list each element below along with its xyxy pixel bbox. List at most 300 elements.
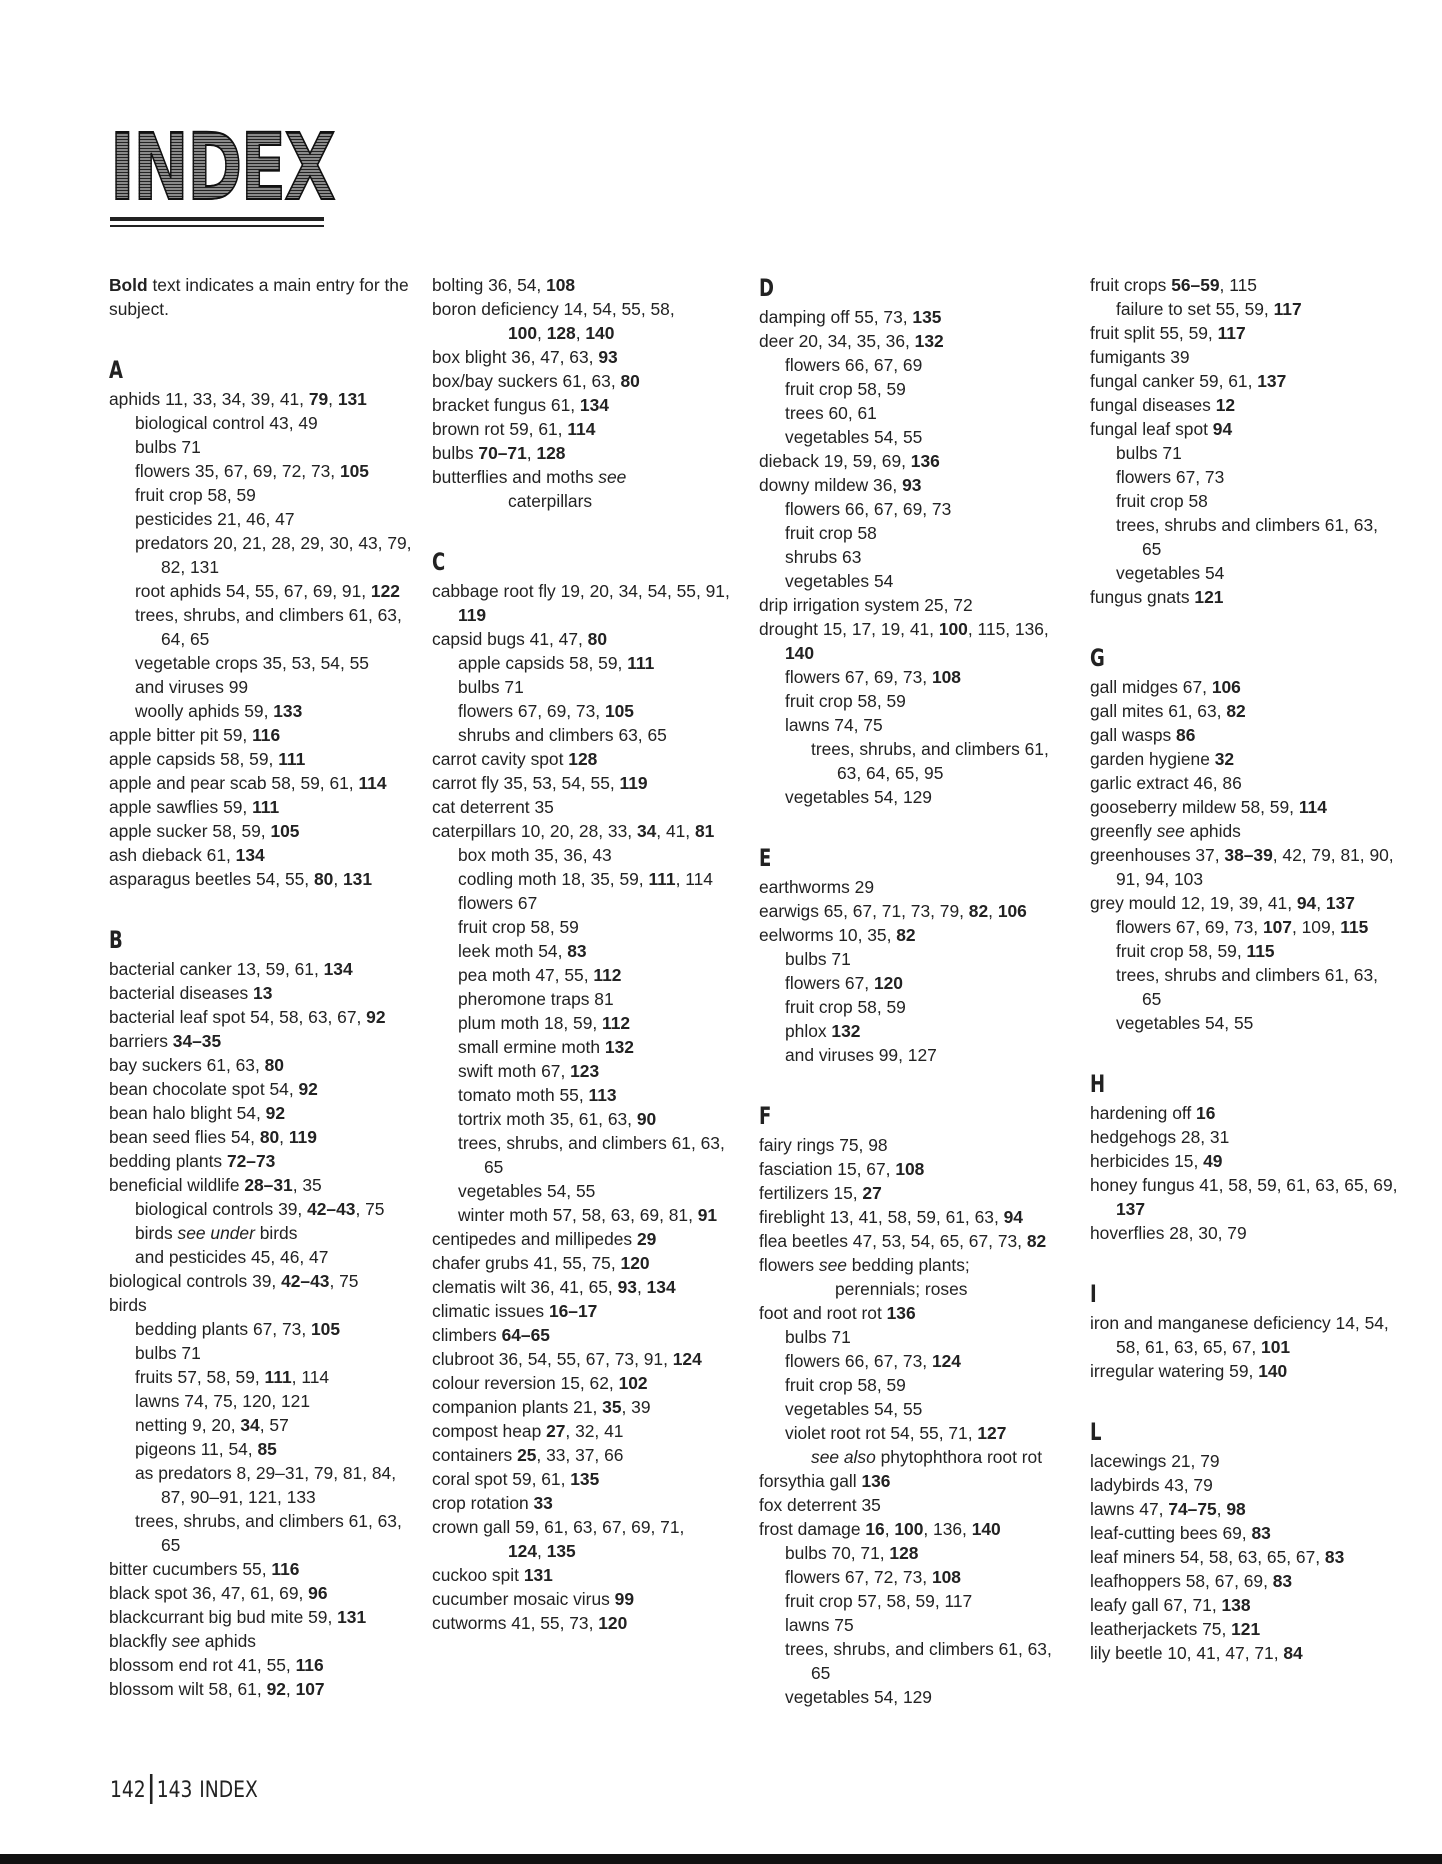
index-entry: [1090, 795, 1402, 819]
entry-text: aphids 11, 33, 34, 39, 41,: [109, 389, 309, 409]
index-entry: [109, 867, 421, 891]
index-entry: [109, 723, 421, 747]
index-subentry: [109, 651, 421, 675]
index-entry: [759, 473, 1071, 497]
entry-text: irregular watering 59,: [1090, 1361, 1259, 1381]
entry-text: apple and pear scab 58, 59, 61,: [109, 773, 359, 793]
index-entry: [109, 1269, 421, 1293]
index-subentry: [109, 531, 421, 579]
entry-text: fungal diseases: [1090, 395, 1216, 415]
index-subentry: [759, 377, 1071, 401]
entry-text: ,: [988, 901, 998, 921]
entry-text: greenfly: [1090, 821, 1157, 841]
entry-text: gall midges 67,: [1090, 677, 1212, 697]
section-letter: H: [1090, 1070, 1106, 1098]
entry-text: , 136,: [923, 1519, 972, 1539]
index-entry: [1090, 1641, 1402, 1665]
index-subentry: [432, 963, 744, 987]
index-subentry: [432, 843, 744, 867]
entry-text: trees, shrubs, and climbers 61, 63, 65: [135, 1511, 402, 1555]
index-entry: [109, 1101, 421, 1125]
index-entry: [432, 1323, 744, 1347]
entry-text: honey fungus 41, 58, 59, 61, 63, 65, 69,: [1090, 1175, 1398, 1195]
entry-text: vegetables 54: [785, 571, 894, 591]
index-entry: [432, 795, 744, 819]
main-page-ref: 105: [270, 821, 300, 841]
entry-text: caterpillars 10, 20, 28, 33,: [432, 821, 637, 841]
main-page-ref: 94: [1296, 893, 1317, 913]
entry-text: hedgehogs 28, 31: [1090, 1127, 1230, 1147]
entry-text: apple sawflies 59,: [109, 797, 253, 817]
entry-text: ,: [636, 1277, 647, 1297]
entry-text: winter moth 57, 58, 63, 69, 81,: [458, 1205, 698, 1225]
entry-text: perennials; roses: [835, 1279, 968, 1299]
entry-text: coral spot 59, 61,: [432, 1469, 571, 1489]
index-subentry: [1090, 939, 1402, 963]
index-entry: [1090, 1149, 1402, 1173]
entry-text: swift moth 67,: [458, 1061, 571, 1081]
index-entry: [1090, 1521, 1402, 1545]
index-entry: [432, 465, 744, 489]
main-page-ref: 127: [977, 1423, 1007, 1443]
index-subentry: [759, 521, 1071, 545]
entry-text: bedding plants 67, 73,: [135, 1319, 311, 1339]
section-letter: D: [759, 274, 774, 302]
entry-text: flowers 67, 69, 73,: [1116, 917, 1263, 937]
main-page-ref: 34–35: [172, 1031, 222, 1051]
entry-text: ,: [884, 1519, 895, 1539]
index-entry: [1090, 1449, 1402, 1473]
main-page-ref: 135: [912, 307, 942, 327]
entry-text: ,: [537, 1541, 547, 1561]
entry-text: bacterial diseases: [109, 983, 254, 1003]
entry-text: hardening off: [1090, 1103, 1197, 1123]
entry-text: flowers 67, 73: [1116, 467, 1225, 487]
cross-ref: see: [171, 1631, 200, 1651]
main-page-ref: 120: [873, 973, 903, 993]
index-subentry: [432, 939, 744, 963]
entry-text: dieback 19, 59, 69,: [759, 451, 911, 471]
entry-text: trees, shrubs, and climbers 61, 63, 64, 65: [135, 605, 402, 649]
entry-text: lawns 74, 75, 120, 121: [135, 1391, 311, 1411]
section-letter: A: [109, 356, 123, 384]
main-page-ref: 113: [588, 1085, 617, 1105]
index-subentry: [109, 1461, 421, 1509]
index-subentry: [432, 1203, 744, 1227]
entry-text: vegetables 54, 55: [785, 427, 923, 447]
entry-text: flea beetles 47, 53, 54, 65, 67, 73,: [759, 1231, 1027, 1251]
index-subentry: [109, 675, 421, 699]
main-page-ref: 86: [1176, 725, 1196, 745]
entry-text: leafhoppers 58, 67, 69,: [1090, 1571, 1273, 1591]
entry-text: blossom end rot 41, 55,: [109, 1655, 296, 1675]
main-page-ref: 56–59: [1171, 275, 1220, 295]
index-entry: [759, 449, 1071, 473]
entry-text: clubroot 36, 54, 55, 67, 73, 91,: [432, 1349, 673, 1369]
index-entry: [109, 1077, 421, 1101]
entry-text: downy mildew 36,: [759, 475, 903, 495]
entry-text: greenhouses 37,: [1090, 845, 1225, 865]
index-entry: [432, 417, 744, 441]
entry-text: iron and manganese deficiency 14, 54, 58, 61, 63, 65, 67,: [1090, 1313, 1389, 1357]
entry-text: , 115, 136,: [967, 619, 1049, 639]
index-subentry: [109, 1341, 421, 1365]
main-page-ref: 29: [636, 1229, 657, 1249]
section-letter: E: [759, 844, 772, 872]
main-page-ref: 134: [235, 845, 265, 865]
index-subentry: [432, 1179, 744, 1203]
main-page-ref: 100: [508, 323, 538, 343]
entry-text: bulbs 71: [785, 949, 851, 969]
main-page-ref: 138: [1221, 1595, 1251, 1615]
index-column-2: [432, 273, 744, 1635]
main-page-ref: 84: [1283, 1643, 1303, 1663]
index-entry: [759, 1253, 1071, 1277]
main-page-ref: 114: [1298, 797, 1327, 817]
main-page-ref: 132: [604, 1037, 634, 1057]
index-entry: [1090, 819, 1402, 843]
index-subentry: [759, 785, 1071, 809]
entry-text: earthworms 29: [759, 877, 875, 897]
index-entry: [759, 1181, 1071, 1205]
main-page-ref: 12: [1215, 395, 1236, 415]
entry-text: trees, shrubs, and climbers 61, 63, 65: [785, 1639, 1052, 1683]
main-page-ref: 28–31: [244, 1175, 293, 1195]
main-page-ref: 106: [1211, 677, 1241, 697]
index-entry: [432, 369, 744, 393]
entry-text: leek moth 54,: [458, 941, 568, 961]
index-subentry: [432, 987, 744, 1011]
index-subentry: [1090, 1011, 1402, 1035]
entry-text: ,: [537, 323, 547, 343]
entry-text: fumigants 39: [1090, 347, 1190, 367]
main-page-ref: 115: [1246, 941, 1275, 961]
index-entry: [109, 957, 421, 981]
index-subentry: [759, 1445, 1071, 1469]
entry-text: lawns 47,: [1090, 1499, 1169, 1519]
entry-text: birds: [109, 1295, 147, 1315]
entry-text: flowers 66, 67, 69: [785, 355, 923, 375]
entry-text: vegetables 54, 129: [785, 1687, 932, 1707]
index-subentry: [759, 995, 1071, 1019]
main-page-ref: 137: [1116, 1199, 1146, 1219]
entry-text: fox deterrent 35: [759, 1495, 881, 1515]
main-page-ref: 120: [598, 1613, 628, 1633]
main-page-ref: 82: [1226, 701, 1246, 721]
entry-text: apple capsids 58, 59,: [109, 749, 279, 769]
entry-text: predators 20, 21, 28, 29, 30, 43, 79, 82, 131: [135, 533, 412, 577]
index-entry: [1090, 1617, 1402, 1641]
entry-text: crown gall 59, 61, 63, 67, 69, 71,: [432, 1517, 685, 1537]
main-page-ref: 80: [259, 1127, 280, 1147]
index-entry: [1090, 699, 1402, 723]
index-subentry: [759, 713, 1071, 737]
entry-text: drip irrigation system 25, 72: [759, 595, 973, 615]
index-entry: [432, 441, 744, 465]
index-entry: [432, 1227, 744, 1251]
index-subentry: [1090, 489, 1402, 513]
index-subentry: [109, 579, 421, 603]
index-entry: [432, 393, 744, 417]
index-subentry: [759, 1565, 1071, 1589]
entry-text: shrubs 63: [785, 547, 862, 567]
main-page-ref: 111: [252, 797, 280, 817]
main-page-ref: Bold: [109, 275, 148, 295]
index-entry: [109, 1125, 421, 1149]
section-letter: I: [1090, 1280, 1097, 1308]
index-subentry: [759, 737, 1071, 785]
main-page-ref: 90: [636, 1109, 657, 1129]
index-subentry: [759, 1325, 1071, 1349]
main-page-ref: 105: [604, 701, 634, 721]
index-subentry: [1090, 297, 1402, 321]
entry-text: carrot cavity spot: [432, 749, 569, 769]
index-entry: [432, 1251, 744, 1275]
index-entry: [1090, 843, 1402, 891]
index-subentry: [109, 1437, 421, 1461]
entry-text: , 57: [259, 1415, 289, 1435]
entry-text: fertilizers 15,: [759, 1183, 863, 1203]
index-entry: [432, 747, 744, 771]
entry-text: fruit crop 58: [785, 523, 877, 543]
main-page-ref: 34: [636, 821, 657, 841]
entry-text: fruit crop 58: [1116, 491, 1208, 511]
entry-text: containers: [432, 1445, 518, 1465]
index-entry: [1090, 891, 1402, 915]
main-page-ref: 82: [896, 925, 916, 945]
entry-text: fungal leaf spot: [1090, 419, 1213, 439]
entry-text: colour reversion 15, 62,: [432, 1373, 619, 1393]
main-page-ref: 79: [308, 389, 329, 409]
entry-text: leaf-cutting bees 69,: [1090, 1523, 1252, 1543]
index-subentry: [432, 1035, 744, 1059]
main-page-ref: 111: [648, 869, 676, 889]
main-page-ref: 42–43: [281, 1271, 330, 1291]
index-subentry: [432, 1011, 744, 1035]
index-entry: [109, 1149, 421, 1173]
index-entry: [1090, 345, 1402, 369]
entry-text: bulbs 70, 71,: [785, 1543, 890, 1563]
entry-text: vegetable crops 35, 53, 54, 55: [135, 653, 369, 673]
main-page-ref: 134: [646, 1277, 676, 1297]
main-page-ref: 123: [570, 1061, 600, 1081]
entry-text: failure to set 55, 59,: [1116, 299, 1274, 319]
entry-text: cuckoo spit: [432, 1565, 524, 1585]
entry-text: violet root rot 54, 55, 71,: [785, 1423, 978, 1443]
entry-text: lawns 75: [785, 1615, 854, 1635]
entry-text: pea moth 47, 55,: [458, 965, 594, 985]
index-column-3: [759, 273, 1071, 1709]
index-subentry: [759, 353, 1071, 377]
index-subentry: [109, 1245, 421, 1269]
index-entry: [432, 819, 744, 843]
entry-text: birds: [135, 1223, 178, 1243]
main-page-ref: 93: [598, 347, 618, 367]
main-page-ref: 34: [240, 1415, 260, 1435]
main-page-ref: 131: [337, 389, 367, 409]
index-entry: [432, 1395, 744, 1419]
index-subentry: [759, 1043, 1071, 1067]
index-entry: [109, 1581, 421, 1605]
index-entry: [432, 579, 744, 627]
entry-text: and viruses 99, 127: [785, 1045, 937, 1065]
main-page-ref: 135: [570, 1469, 600, 1489]
index-subentry: [432, 723, 744, 747]
entry-text: plum moth 18, 59,: [458, 1013, 603, 1033]
entry-text: flowers 67: [458, 893, 538, 913]
entry-text: ladybirds 43, 79: [1090, 1475, 1213, 1495]
entry-text: climbers: [432, 1325, 502, 1345]
entry-text: flowers 66, 67, 69, 73: [785, 499, 952, 519]
index-entry: [109, 981, 421, 1005]
index-entry: [109, 1293, 421, 1317]
entry-text: netting 9, 20,: [135, 1415, 241, 1435]
main-page-ref: 133: [273, 701, 303, 721]
index-entry: [432, 627, 744, 651]
index-subentry: [109, 1509, 421, 1557]
main-page-ref: 33: [533, 1493, 553, 1513]
index-entry: [109, 1557, 421, 1581]
index-entry: [1090, 1221, 1402, 1245]
entry-text: codling moth 18, 35, 59,: [458, 869, 649, 889]
entry-text: woolly aphids 59,: [135, 701, 274, 721]
entry-text: leafy gall 67, 71,: [1090, 1595, 1222, 1615]
entry-text: bulbs 71: [785, 1327, 851, 1347]
main-page-ref: 35: [602, 1397, 622, 1417]
entry-text: lacewings 21, 79: [1090, 1451, 1220, 1471]
main-page-ref: 13: [253, 983, 273, 1003]
entry-text: ,: [575, 323, 586, 343]
entry-text: vegetables 54, 129: [785, 787, 932, 807]
entry-text: fruit split 55, 59,: [1090, 323, 1218, 343]
main-page-ref: 49: [1203, 1151, 1223, 1171]
main-page-ref: 128: [536, 443, 566, 463]
index-subentry: [759, 1541, 1071, 1565]
main-page-ref: 100: [938, 619, 968, 639]
footer-section-title: INDEX: [199, 1778, 258, 1803]
index-subentry: [432, 1059, 744, 1083]
main-page-ref: 137: [1257, 371, 1287, 391]
index-subentry: [432, 699, 744, 723]
cross-ref: see: [598, 467, 627, 487]
cross-ref: see: [818, 1255, 847, 1275]
index-entry: [759, 305, 1071, 329]
index-entry: [1090, 1173, 1402, 1221]
entry-text: pesticides 21, 46, 47: [135, 509, 295, 529]
entry-text: vegetables 54, 55: [458, 1181, 596, 1201]
main-page-ref: 64–65: [501, 1325, 550, 1345]
section-letter: B: [109, 926, 123, 954]
entry-text: root aphids 54, 55, 67, 69, 91,: [135, 581, 371, 601]
entry-text: flowers 67, 69, 73,: [458, 701, 605, 721]
main-page-ref: 83: [567, 941, 587, 961]
index-entry: [759, 617, 1071, 665]
main-page-ref: 132: [831, 1021, 861, 1041]
index-subentry: [109, 1197, 421, 1221]
main-page-ref: 100: [894, 1519, 924, 1539]
main-page-ref: 74–75: [1168, 1499, 1217, 1519]
main-page-ref: 107: [1262, 917, 1292, 937]
index-subentry: [759, 1397, 1071, 1421]
entry-text: bean chocolate spot 54,: [109, 1079, 299, 1099]
index-entry: [109, 771, 421, 795]
entry-text: , 75: [329, 1271, 359, 1291]
main-page-ref: 116: [252, 725, 281, 745]
main-page-ref: 85: [257, 1439, 277, 1459]
index-entry: [432, 1515, 744, 1539]
entry-text: fruit crop 57, 58, 59, 117: [785, 1591, 973, 1611]
main-page-ref: 98: [1226, 1499, 1246, 1519]
main-page-ref: 92: [266, 1679, 286, 1699]
entry-text: flowers 35, 67, 69, 72, 73,: [135, 461, 340, 481]
entry-text: vegetables 54: [1116, 563, 1225, 583]
main-page-ref: 42–43: [307, 1199, 356, 1219]
entry-text: gall mites 61, 63,: [1090, 701, 1227, 721]
main-page-ref: 116: [271, 1559, 300, 1579]
entry-text: fruit crop 58, 59: [785, 1375, 906, 1395]
index-entry: [1090, 1359, 1402, 1383]
main-page-ref: 27: [546, 1421, 566, 1441]
index-entry: [109, 387, 421, 411]
entry-text: cabbage root fly 19, 20, 34, 54, 55, 91,: [432, 581, 730, 601]
main-page-ref: 111: [264, 1367, 292, 1387]
index-entry: [759, 329, 1071, 353]
main-page-ref: 128: [546, 323, 576, 343]
main-page-ref: 16: [1196, 1103, 1216, 1123]
index-subentry: [759, 665, 1071, 689]
entry-text: bracket fungus 61,: [432, 395, 580, 415]
entry-text: boron deficiency 14, 54, 55, 58,: [432, 299, 675, 319]
index-subentry: [109, 1317, 421, 1341]
entry-text: bay suckers 61, 63,: [109, 1055, 265, 1075]
entry-text: herbicides 15,: [1090, 1151, 1204, 1171]
main-page-ref: 105: [310, 1319, 340, 1339]
index-entry: [432, 1419, 744, 1443]
entry-text: capsid bugs 41, 47,: [432, 629, 588, 649]
index-column-1: [109, 273, 421, 1701]
main-page-ref: 134: [579, 395, 609, 415]
left-page-number: 142: [110, 1778, 146, 1803]
entry-text: fungal canker 59, 61,: [1090, 371, 1258, 391]
main-page-ref: 101: [1261, 1337, 1291, 1357]
entry-text: leaf miners 54, 58, 63, 65, 67,: [1090, 1547, 1325, 1567]
entry-text: forsythia gall: [759, 1471, 862, 1491]
index-entry: [759, 899, 1071, 923]
entry-text: fasciation 15, 67,: [759, 1159, 896, 1179]
index-entry: [432, 771, 744, 795]
index-entry: [109, 747, 421, 771]
main-page-ref: 108: [931, 667, 961, 687]
page-title: INDEX: [110, 114, 335, 221]
main-page-ref: 93: [902, 475, 922, 495]
cross-ref: see: [1156, 821, 1185, 841]
main-page-ref: 124: [508, 1541, 538, 1561]
main-page-ref: 116: [295, 1655, 324, 1675]
entry-text: bulbs 71: [458, 677, 524, 697]
entry-text: , 109,: [1291, 917, 1341, 937]
entry-text: grey mould 12, 19, 39, 41,: [1090, 893, 1297, 913]
entry-text: trees 60, 61: [785, 403, 877, 423]
main-page-ref: 131: [523, 1565, 553, 1585]
entry-text: ,: [1216, 1499, 1227, 1519]
entry-text: , 32, 41: [565, 1421, 624, 1441]
index-subentry: [432, 867, 744, 891]
index-subentry: [432, 1131, 744, 1179]
entry-text: chafer grubs 41, 55, 75,: [432, 1253, 621, 1273]
entry-text: bacterial leaf spot 54, 58, 63, 67,: [109, 1007, 367, 1027]
entry-text: bacterial canker 13, 59, 61,: [109, 959, 324, 979]
entry-text: biological controls 39,: [109, 1271, 282, 1291]
